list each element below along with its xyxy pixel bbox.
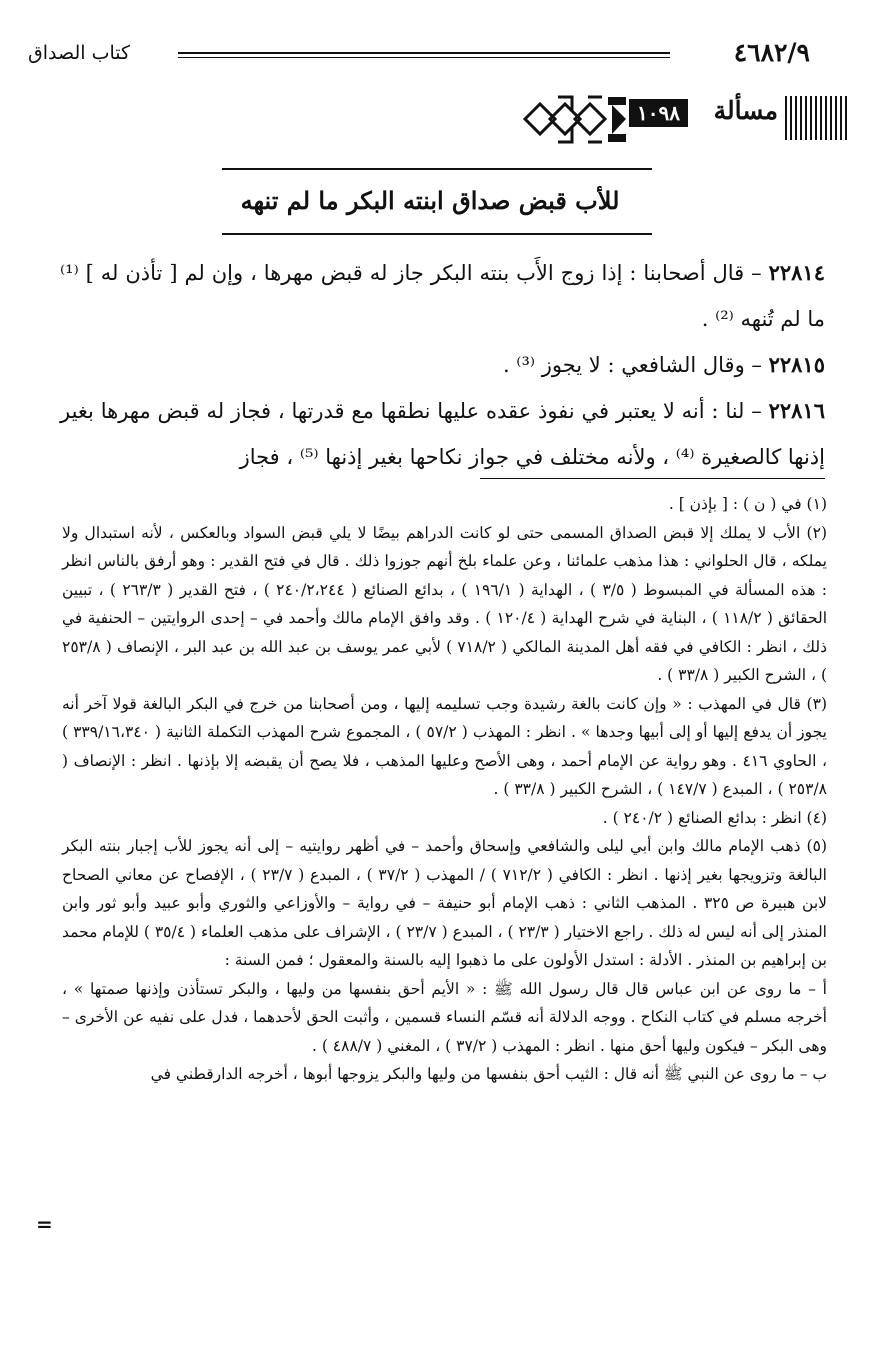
paragraph bbox=[60, 342, 825, 388]
chapter-rule-bottom bbox=[222, 233, 652, 235]
continuation-mark: = bbox=[36, 1212, 53, 1236]
ornament-icon bbox=[520, 92, 630, 147]
hatch-decoration bbox=[785, 96, 850, 140]
paragraph-number: ٢٢٨١٥ bbox=[768, 352, 825, 377]
paragraph-text: – لنا : أنه لا يعتبر في نفوذ عقده عليها نطقها مع قدرتها ، فجاز له قبض مهرها بغير إذنها كالصغيرة ⁽⁴⁾ ، ولأنه مختلف في جواز نكاحها بغير إذنها ⁽⁵⁾ ، فجاز bbox=[60, 399, 825, 469]
page-number: ٤٦٨٢/٩ bbox=[733, 38, 810, 67]
paragraph-text: – قال أصحابنا : إذا زوج الأَب بنته البكر جاز له قبض مهرها ، وإن لم [ تأذن له ] ⁽¹⁾ ما لم تُنهه ⁽²⁾ . bbox=[60, 261, 825, 331]
paragraph-number: ٢٢٨١٤ bbox=[768, 260, 825, 285]
footnote: ب – ما روى عن النبي ﷺ أنه قال : الثيب أحق بنفسها من وليها والبكر يزوجها أبوها ، أخرجه الدارقطني في bbox=[150, 1065, 827, 1083]
main-text bbox=[60, 250, 825, 480]
footnote: أ – ما روى عن ابن عباس قال قال رسول الله ﷺ : « الأيم أحق بنفسها من وليها ، والبكر تستأذن وإذنها صمتها » ، أخرجه مسلم في كتاب النكاح . ووجه الدلالة أنه قسّم النساء قسمين ، وأثبت الحق لأحدهما ، فدل على نفيه عن الأخرى – وهى البكر – فيكون وليها أحق منها . انظر : المهذب ( ٣٧/٢ ) ، المغني ( ٤٨٨/٧ ) . bbox=[62, 979, 827, 1055]
header-rule bbox=[178, 52, 670, 58]
masala-number: ١٠٩٨ bbox=[629, 99, 688, 127]
footnote: (٣) قال في المهذب : « وإن كانت بالغة رشيدة وجب تسليمه إليها ، ومن أصحابنا من خرج في البكر البالغة قولا آخر أنه يجوز أن يدفع إليها أو إلى أبيها وجدها » . انظر : المهذب ( ٥٧/٢ ) ، المجموع شرح المهذب التكملة الثانية ( ٣٣٩/١٦،٣٤٠ ) ، الحاوي ٤١٦ . وهو رواية عن الإمام أحمد ، وهى الأصح وعليها المذهب ، فلا يصح أن يقبضه إلا بإذنها . انظر : الإنصاف ( ٢٥٣/٨ ) ، المبدع ( ١٤٧/٧ ) ، الشرح الكبير ( ٣٣/٨ ) . bbox=[62, 694, 827, 798]
masala-label: مسألة bbox=[713, 96, 778, 125]
paragraph-number: ٢٢٨١٦ bbox=[768, 398, 825, 423]
footnote: (٤) انظر : بدائع الصنائع ( ٢٤٠/٢ ) . bbox=[602, 808, 827, 827]
masala-banner bbox=[520, 92, 850, 147]
footnote: (٥) ذهب الإمام مالك وابن أبي ليلى والشافعي وإسحاق وأحمد – في أظهر روايتيه – إلى أنه يجوز للأب إجبار بنته البكر البالغة وتزويجها بغير إذنها . انظر : الكافي ( ٧١٢/٢ ) / المهذب ( ٣٧/٢ ) ، المبدع ( ٢٣/٧ ) ، الإفصاح عن معاني الصحاح لابن هبيرة ص ٣٢٥ . المذهب الثاني : ذهب الإمام أبو حنيفة – في رواية – والأوزاعي والثوري وأبو عبيد وأبو ثور وابن المنذر إلى أنه ليس له ذلك . راجع الاختيار ( ٢٣/٣ ) ، المبدع ( ٢٣/٧ ) ، الإشراف على مذهب العلماء ( ٣٥/٤ ) للإمام محمد بن إبراهيم بن المنذر . الأدلة : استدل الأولون على ما ذهبوا إليه بالسنة والمعقول ؛ فمن السنة : bbox=[62, 837, 827, 969]
footnote-separator bbox=[480, 478, 825, 479]
running-header bbox=[28, 38, 810, 78]
paragraph bbox=[60, 250, 825, 342]
paragraph-text: – وقال الشافعي : لا يجوز ⁽³⁾ . bbox=[502, 353, 769, 377]
chapter-title: للأب قبض صداق ابنته البكر ما لم تنهه bbox=[240, 186, 620, 215]
footnotes bbox=[62, 490, 827, 1089]
footnote: (٢) الأب لا يملك إلا قبض الصداق المسمى حتى لو كانت الدراهم بيضًا لا يلي قبض السواد وبالعكس ، لأنه استبدال ولا يملكه ، قال الحلواني : هذا مذهب علمائنا ، وعن علماء بلخ أنهم جوزوا ذلك . قال في فتح القدير : وهو أرفق بالناس انظر : هذه المسألة في المبسوط ( ٣/٥ ) ، الهداية ( ١٩٦/١ ) ، بدائع الصنائع ( ٢٤٠/٢،٢٤٤ ) ، فتح القدير ( ٢٦٣/٣ ) ، تبيين الحقائق ( ١١٨/٢ ) ، البناية في شرح الهداية ( ١٢٠/٤ ) . وقد وافق الإمام مالك وأحمد في – إحدى الروايتين – الحنفية في ذلك ، انظر : الكافي في فقه أهل المدينة المالكي ( ٧١٨/٢ ) لأبي عمر يوسف بن عبد الله بن عبد البر ، الإنصاف ( ٢٥٣/٨ ) ، الشرح الكبير ( ٣٣/٨ ) . bbox=[62, 523, 828, 684]
paragraph bbox=[60, 388, 825, 480]
footnote: (١) في ( ن ) : [ بإذن ] . bbox=[668, 495, 827, 513]
book-title: كتاب الصداق bbox=[28, 42, 131, 64]
chapter-rule-top bbox=[222, 168, 652, 170]
